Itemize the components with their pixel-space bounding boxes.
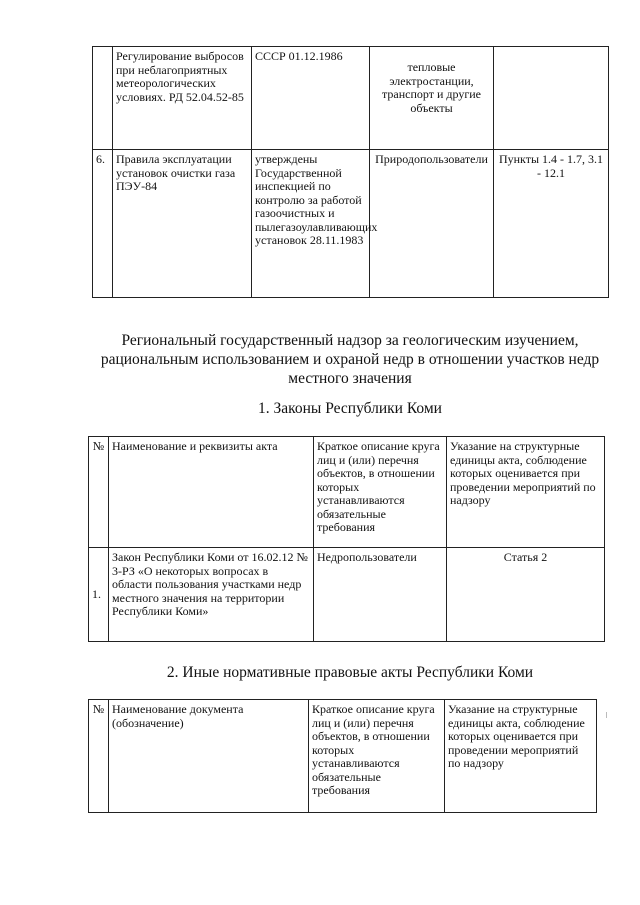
header-name: Наименование документа (обозначение) (109, 700, 309, 813)
act-name: Правила эксплуатации установок очистки газа ПЭУ-84 (113, 150, 252, 298)
table-header-row (89, 700, 597, 813)
other-acts-table (88, 699, 597, 813)
table-row (93, 47, 609, 150)
act-name: Закон Республики Коми от 16.02.12 № 3-РЗ «О некоторых вопросах в области пользования участками недр местного значения на территории Республики Коми» (109, 548, 314, 642)
header-units: Указание на структурные единицы акта, соблюдение которых оценивается при проведении мероприятий по надзору (447, 437, 605, 548)
row-number: 1. (89, 548, 109, 642)
header-description: Краткое описание круга лиц и (или) перечня объектов, в отношении которых устанавливаются обязательные требования (314, 437, 447, 548)
structural-units: Статья 2 (447, 548, 605, 642)
part2-title: 2. Иные нормативные правовые акты Республики Коми (166, 664, 534, 681)
table-row (93, 150, 609, 298)
top-table (92, 46, 609, 298)
part1-title: 1. Законы Республики Коми (258, 400, 442, 417)
regulated-subjects: Природопользователи (370, 150, 494, 298)
header-number: № (89, 700, 109, 813)
scan-mark (606, 712, 607, 718)
row-number (93, 47, 113, 150)
points (494, 47, 609, 150)
row-number: 6. (93, 150, 113, 298)
header-number: № (89, 437, 109, 548)
approval-info: утверждены Государственной инспекцией по контролю за работой газоочистных и пылегазоулавливающих установок 28.11.1983 (252, 150, 370, 298)
points: Пункты 1.4 - 1.7, 3.1 - 12.1 (494, 150, 609, 298)
table-row (89, 548, 605, 642)
header-units: Указание на структурные единицы акта, соблюдение которых оценивается при проведении мероприятий по надзору (445, 700, 597, 813)
approval-info: СССР 01.12.1986 (252, 47, 370, 150)
regulated-subjects: Недропользователи (314, 548, 447, 642)
regulated-subjects: тепловые электростанции, транспорт и другие объекты (370, 47, 494, 150)
header-description: Краткое описание круга лиц и (или) перечня объектов, в отношении которых устанавливаются обязательные требования (309, 700, 445, 813)
table-header-row (89, 437, 605, 548)
section-title: Региональный государственный надзор за геологическим изучением, рациональным использованием и охраной недр в отношении участков недр местного значения (100, 332, 600, 387)
act-name: Регулирование выбросов при неблагоприятных метеорологических условиях. РД 52.04.52-85 (113, 47, 252, 150)
header-name: Наименование и реквизиты акта (109, 437, 314, 548)
laws-table (88, 436, 605, 642)
